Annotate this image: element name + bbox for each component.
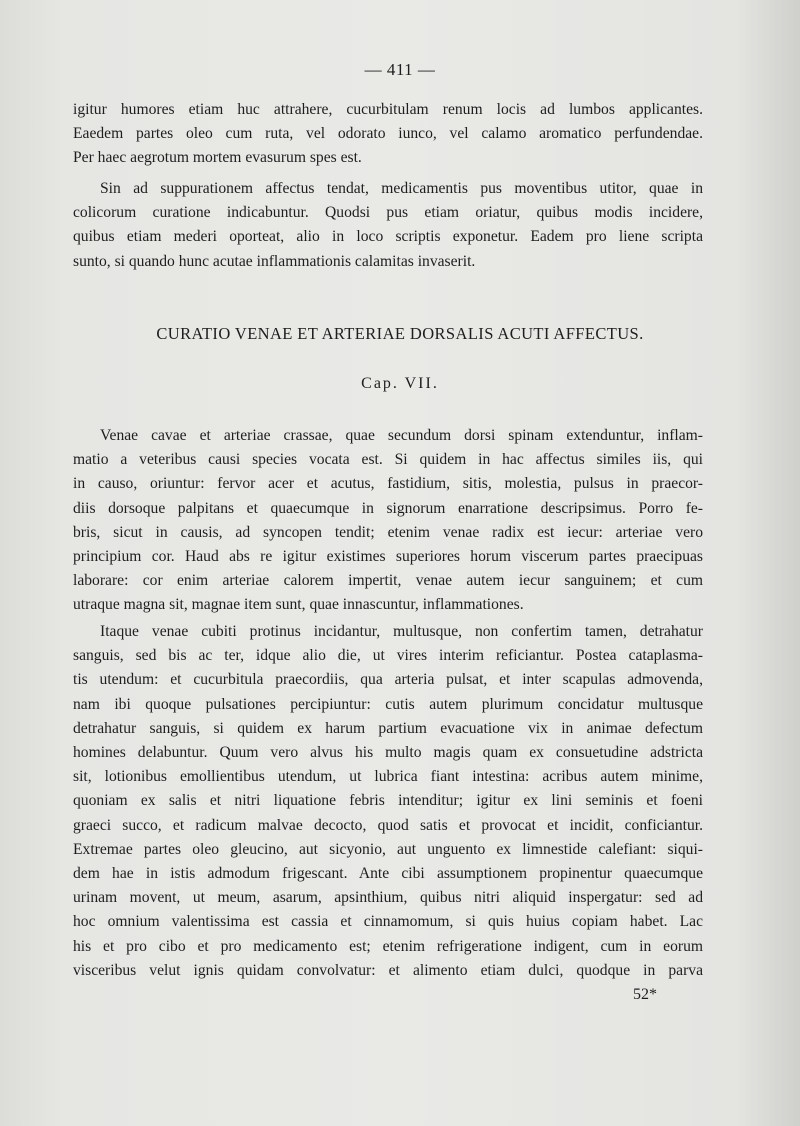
paragraph-4 [73,620,703,983]
text-line: sit, lotionibus emollientibus utendum, ut lubrica fiant intestina: acribus autem minime, [73,768,703,786]
text-line: bris, sicut in causis, ad syncopen tendit; etenim venae radix est iecur: arteriae vero [73,523,703,541]
paragraph-3 [73,424,703,618]
text-line: igitur humores etiam huc attrahere, cucurbitulam renum locis ad lumbos applicantes. [73,101,703,118]
text-line: Extremae partes oleo gleucino, aut sicyonio, aut unguento ex limnestide calefiant: siqui- [73,840,703,858]
text-line: principium cor. Haud abs re igitur existimes superiores horum viscerum partes praecipuas [73,548,703,566]
text-line: Sin ad suppurationem affectus tendat, medicamentis pus moventibus utitor, quae in [100,180,703,197]
text-line: detrahatur sanguis, si quidem ex harum partium evacuatione vix in animae defectum [73,719,703,737]
text-line: nam ibi quoque pulsationes percipiuntur: cutis autem plurimum concidatur multusque [73,695,703,713]
chapter-heading: Cap. VII. [361,375,439,392]
text-line: matio a veteribus causi species vocata est. Si quidem in hac affectus similes iis, qui [73,451,703,469]
paragraph-2 [73,177,703,274]
page-number: — 411 — [364,60,436,79]
section-title: CURATIO VENAE ET ARTERIAE DORSALIS ACUTI AFFECTUS. [156,324,644,343]
text-line: quibus etiam mederi oporteat, alio in loco scriptis exponetur. Eadem pro liene scripta [73,228,703,246]
text-line: visceribus velut ignis quidam convolvatur: et alimento etiam dulci, quodque in parva [73,961,703,979]
text-line: Venae cavae et arteriae crassae, quae secundum dorsi spinam extenduntur, inflam- [100,427,703,444]
text-line: homines delabuntur. Quum vero alvus his multo magis quam ex consuetudine adstricta [73,744,703,762]
text-line: sunto, si quando hunc acutae inflammationis calamitas invaserit. [73,252,476,270]
text-line: graeci succo, et radicum malvae decocto, quod satis et provocat et incidit, conficiantur. [73,816,703,834]
text-line: dem hae in istis admodum frigescant. Ante cibi assumptionem propinentur quaecumque [73,865,703,883]
text-line: Eaedem partes oleo cum ruta, vel odorato iunco, vel calamo aromatico perfundendae. [73,125,703,143]
text-line: utraque magna sit, magnae item sunt, quae innascuntur, inflammationes. [73,596,524,614]
text-line: tis utendum: et cucurbitula praecordiis, qua arteria pulsat, et inter scapulas admovenda, [73,671,703,689]
text-line: his et pro cibo et pro medicamento est; etenim refrigeratione indigent, cum in eorum [73,937,703,955]
text-line: in causo, oriuntur: fervor acer et acutus, fastidium, sitis, molestia, pulsus in praecor- [73,475,703,493]
text-line: hoc omnium valentissima est cassia et cinnamomum, si quis huius copiam habet. Lac [73,913,703,931]
text-line: laborare: cor enim arteriae calorem impertit, venae autem iecur sanguinem; et cum [73,572,703,590]
text-line: diis dorsoque palpitans et quaecumque in signorum enarratione descripsimus. Porro fe- [73,499,703,517]
signature-mark: 52* [633,986,657,1003]
text-line: Per haec aegrotum mortem evasurum spes est. [73,149,362,167]
text-line: colicorum curatione indicabuntur. Quodsi pus etiam oriatur, quibus modis incidere, [73,204,703,222]
text-line: urinam movent, ut meum, asarum, apsinthium, quibus nitri aliquid inspergatur: sed ad [73,889,703,907]
paragraph-1 [73,98,703,171]
text-line: Itaque venae cubiti protinus incidantur, multusque, non confertim tamen, detrahatur [100,623,703,640]
text-line: quoniam ex salis et nitri liquatione febris intenditur; igitur ex lini seminis et foeni [73,792,703,810]
text-line: sanguis, sed bis ac ter, idque alio die, ut vires interim reficiantur. Postea cataplasma- [73,647,703,665]
